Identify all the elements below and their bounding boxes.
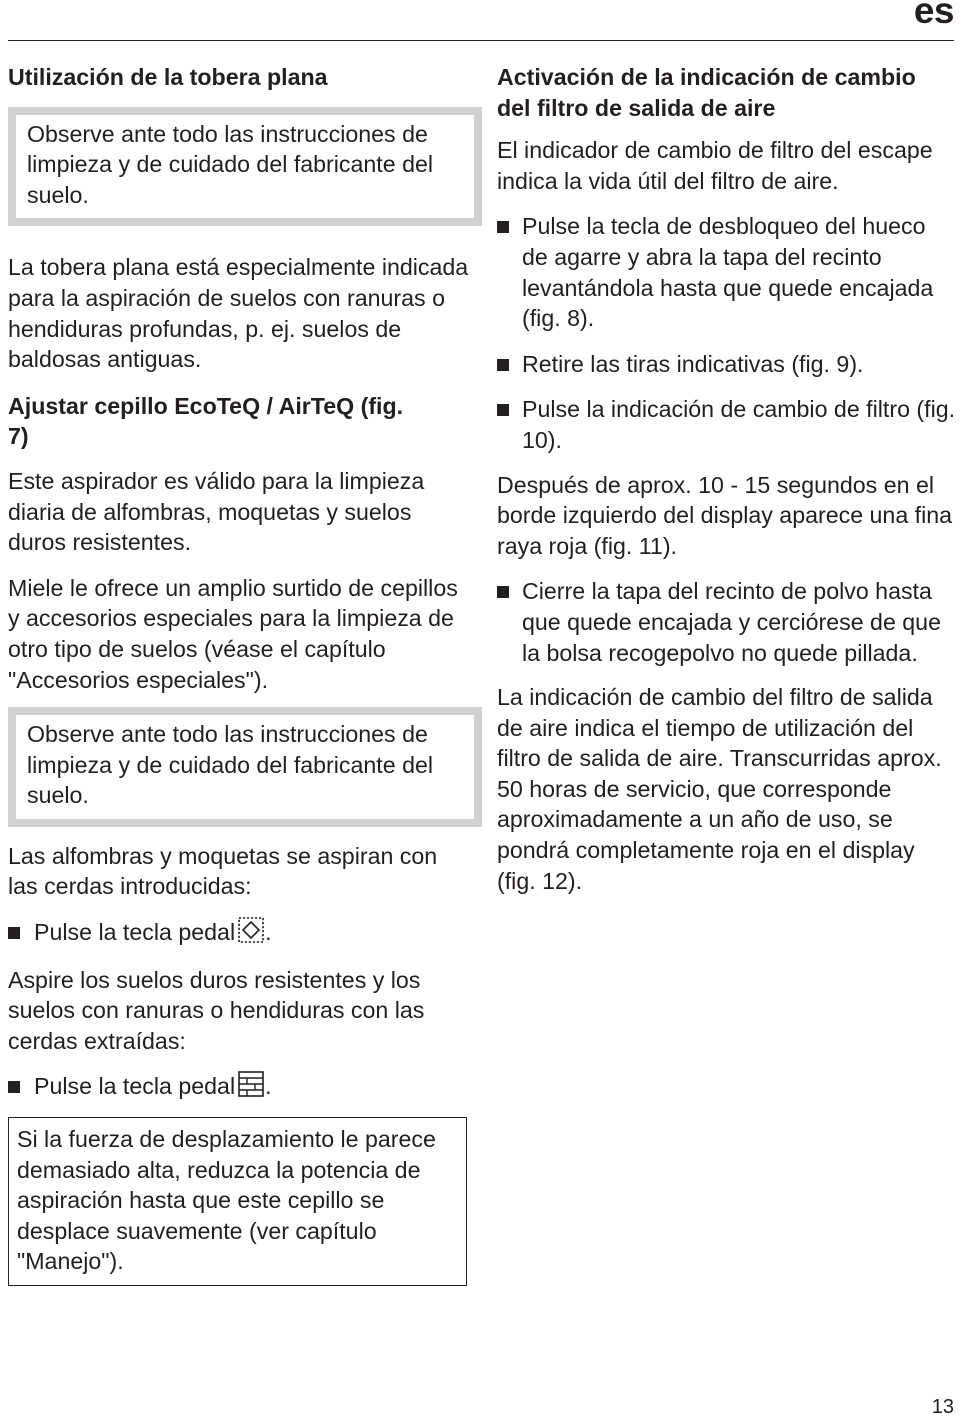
bullet-open-lid: Pulse la tecla de desbloqueo del hueco de agarre y abra la tapa del recinto levantándola hasta que quede encajada (fig. 8). (497, 211, 957, 333)
paragraph-carpets: Las alfombras y moquetas se aspiran con las cerdas introducidas: (8, 842, 438, 900)
bullet-press-indicator: Pulse la indicación de cambio de filtro (fig. 10). (497, 394, 957, 455)
bullet-pedal-carpet: Pulse la tecla pedal . (8, 917, 470, 951)
section-heading-flat-nozzle: Utilización de la tobera plana (8, 64, 328, 90)
paragraph-filter-indicator: El indicador de cambio de filtro del escape indica la vida útil del filtro de aire. (497, 137, 933, 194)
bullet-square-icon (497, 221, 509, 233)
note-box-suction-power: Si la fuerza de desplazamiento le parece demasiado alta, reduzca la potencia de aspiración hasta que este cepillo se desplace suavemente (ver capítulo "Manejo"). (8, 1117, 467, 1286)
carpet-pedal-icon (238, 917, 264, 951)
page-number: 13 (931, 1396, 954, 1418)
right-column (497, 62, 957, 896)
paragraph-red-line: Después de aprox. 10 - 15 segundos en el borde izquierdo del display aparece una fina raya roja (fig. 11). (497, 471, 953, 559)
header-rule (8, 40, 954, 41)
paragraph-accessories: Miele le ofrece un amplio surtido de cepillos y accesorios especiales para la limpieza de otro tipo de suelos (véase el capítulo "Accesorios especiales"). (8, 574, 458, 693)
note-box-floor-care-2: Observe ante todo las instrucciones de limpieza y de cuidado del fabricante del suelo. (8, 707, 482, 827)
bullet-square-icon (8, 927, 20, 939)
paragraph-hard-floors: Aspire los suelos duros resistentes y los suelos con ranuras o hendiduras con las cerdas extraídas: (8, 966, 425, 1054)
bullet-pedal-hard-floor: Pulse la tecla pedal . (8, 1071, 470, 1105)
hard-floor-pedal-icon (238, 1071, 264, 1105)
bullet-square-icon (497, 586, 509, 598)
bullet-square-icon (497, 359, 509, 371)
paragraph-vacuum-use: Este aspirador es válido para la limpieza diaria de alfombras, moquetas y suelos duros resistentes. (8, 467, 425, 556)
bullet-square-icon (497, 404, 509, 416)
section-heading-adjust-brush: Ajustar cepillo EcoTeQ / AirTeQ (fig. 7) (8, 392, 404, 450)
bullet-square-icon (8, 1081, 20, 1093)
bullet-close-lid: Cierre la tapa del recinto de polvo hasta que quede encajada y cerciórese de que la bolsa recogepolvo no quede pillada. (497, 576, 957, 668)
left-column (8, 62, 470, 1286)
paragraph-filter-lifetime: La indicación de cambio del filtro de salida de aire indica el tiempo de utilización del filtro de salida de aire. Transcurridas aprox. 50 horas de servicio, que corresponde aproximadamente a un año de uso, se pondrá completamente roja en el display (fig. 12). (497, 684, 942, 894)
bullet-remove-strips: Retire las tiras indicativas (fig. 9). (497, 349, 957, 380)
section-heading-filter-indicator: Activación de la indicación de cambio del filtro de salida de aire (497, 64, 916, 121)
paragraph-flat-nozzle: La tobera plana está especialmente indicada para la aspiración de suelos con ranuras o hendiduras profundas, p. ej. suelos de baldosas antiguas. (8, 254, 469, 373)
note-box-floor-care: Observe ante todo las instrucciones de limpieza y de cuidado del fabricante del suelo. (8, 107, 482, 227)
language-code: es (913, 0, 954, 31)
